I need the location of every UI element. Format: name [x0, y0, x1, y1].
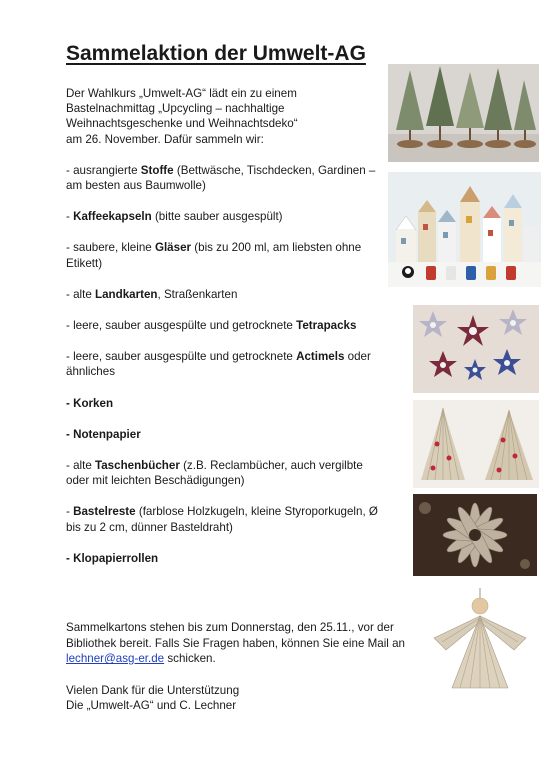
tetrapak-houses-photo — [388, 172, 541, 287]
list-item-keyword: Kaffeekapseln — [73, 210, 152, 224]
list-item — [66, 163, 386, 193]
list-item-keyword: Taschenbücher — [95, 459, 180, 473]
info-line: Bibliothek bereit. Falls Sie Fragen haben, können Sie eine Mail an — [66, 636, 405, 650]
list-item-keyword: Actimels — [296, 350, 345, 364]
info-line-end: schicken. — [164, 652, 216, 666]
list-item-keyword: Landkarten — [95, 287, 158, 301]
list-item-detail: , Straßenkarten — [157, 287, 238, 301]
list-item-detail: (farblose Holzkugeln, kleine Styroporkugeln, Ø bis zu 2 cm, dünner Basteldraht) — [66, 505, 378, 534]
list-item-detail: (bitte sauber ausgespült) — [151, 210, 283, 224]
list-item-keyword: Gläser — [154, 241, 192, 255]
info-paragraph — [66, 620, 416, 667]
list-item — [66, 318, 386, 333]
list-item — [66, 287, 386, 302]
intro-line: Bastelnachmittag „Upcycling – nachhaltige — [66, 102, 285, 116]
email-link[interactable]: lechner@asg-er.de — [66, 652, 165, 666]
list-item-detail: (z.B. Reclambücher, auch vergilbte oder mit leichten Beschädigungen) — [66, 459, 363, 488]
paper-roll-star-photo — [413, 494, 537, 576]
list-item — [66, 396, 386, 411]
list-item-keyword: Stoffe — [140, 163, 174, 177]
intro-line: am 26. November. Dafür sammeln wir: — [66, 132, 264, 146]
page-title: Sammelaktion der Umwelt-AG — [66, 42, 366, 65]
list-item-text: - leere, sauber ausgespülte und getrocknete — [66, 319, 297, 333]
list-item-text: - saubere, kleine — [66, 241, 155, 255]
list-item-text: - alte — [66, 459, 95, 473]
list-item-text: - alte — [66, 287, 95, 301]
list-item-text: - — [66, 505, 74, 519]
footer-text — [66, 620, 416, 730]
list-item-keyword: - Korken — [66, 396, 114, 410]
list-item — [66, 458, 386, 488]
signature-line: Die „Umwelt-AG“ und C. Lechner — [66, 699, 237, 713]
list-item — [66, 427, 386, 442]
paper-angel-photo — [430, 588, 530, 696]
list-item-text: - ausrangierte — [66, 163, 141, 177]
capsule-stars-photo — [413, 305, 539, 393]
collection-list — [66, 163, 386, 566]
intro-paragraph — [66, 86, 386, 147]
book-trees-photo — [413, 400, 539, 488]
list-item — [66, 504, 386, 534]
thanks-line: Vielen Dank für die Unterstützung — [66, 683, 240, 697]
info-line: Sammelkartons stehen bis zum Donnerstag, den 25.11., vor der — [66, 621, 394, 634]
list-item-keyword: - Klopapierrollen — [66, 551, 159, 565]
list-item-text: - leere, sauber ausgespülte und getrocknete — [66, 350, 297, 364]
list-item — [66, 349, 386, 379]
fabric-trees-photo — [388, 64, 539, 162]
list-item — [66, 551, 386, 566]
closing-paragraph — [66, 683, 416, 714]
list-item-text: - — [66, 210, 74, 224]
list-item — [66, 240, 386, 270]
list-item-detail: (bis zu 200 ml, am liebsten ohne Etikett) — [66, 241, 362, 270]
list-item-detail: oder ähnliches — [66, 350, 371, 379]
list-item-keyword: - Notenpapier — [66, 427, 141, 441]
intro-line: Der Wahlkurs „Umwelt-AG“ lädt ein zu einem — [66, 87, 297, 100]
list-item-detail: (Bettwäsche, Tischdecken, Gardinen – am besten aus Baumwolle) — [66, 163, 376, 193]
list-item-keyword: Bastelreste — [73, 505, 136, 519]
content-column — [66, 86, 386, 582]
list-item-keyword: Tetrapacks — [296, 319, 357, 333]
list-item — [66, 209, 386, 224]
intro-line: Weihnachtsgeschenke und Weihnachtsdeko“ — [66, 117, 298, 131]
